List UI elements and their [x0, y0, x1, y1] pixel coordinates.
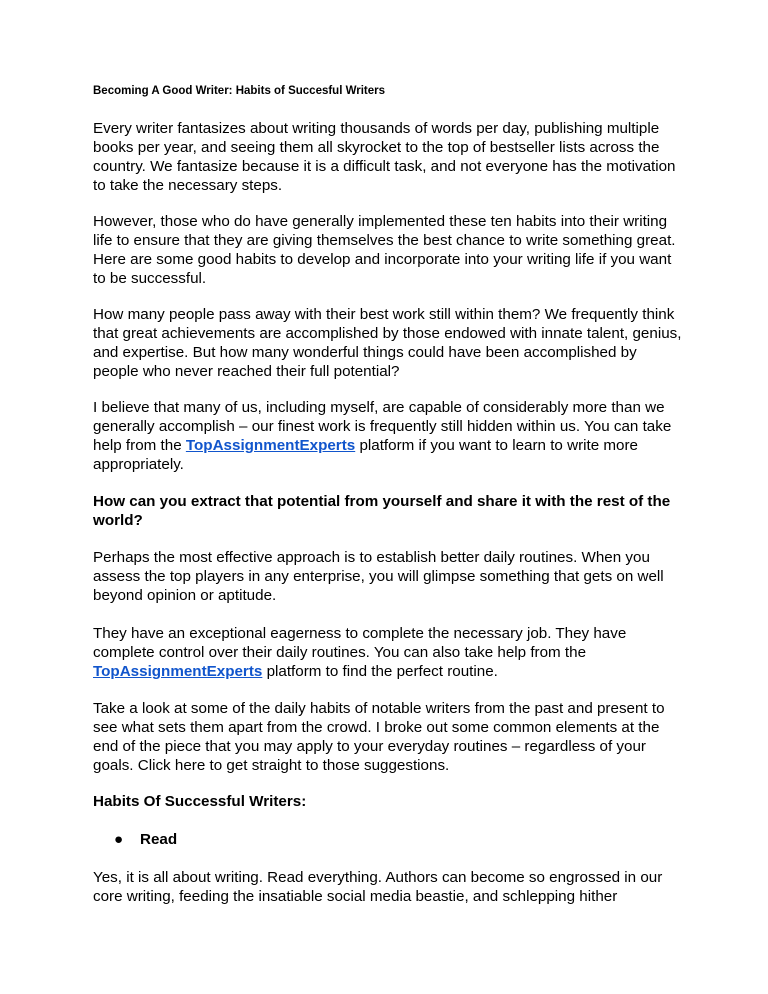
- paragraph-daily-habits: Take a look at some of the daily habits of notable writers from the past and present to see what sets them apart from the crowd. I broke out some common elements at the end of the piece that you may apply to your everyday routines – regardless of your goals. Click here to get straight to those suggestions.: [93, 700, 665, 774]
- heading-extract-potential: How can you extract that potential from yourself and share it with the rest of the world?: [93, 493, 671, 529]
- heading-habits: Habits Of Successful Writers:: [93, 793, 307, 810]
- topassignmentexperts-link[interactable]: TopAssignmentExperts: [185, 437, 356, 454]
- paragraph-habits-intro: However, those who do have generally implemented these ten habits into their writing life to ensure that they are giving themselves the best chance to write something great. Here are some good habits to develop and incorporate into your writing life if you want to be successful.: [93, 213, 676, 287]
- paragraph-capable: [93, 398, 683, 474]
- paragraph-eagerness: [93, 624, 683, 681]
- bullet-label-read: Read: [140, 831, 178, 848]
- paragraph-capable-text-start: I believe that many of us, including myself, are capable of considerably more than we generally accomplish – our finest work is frequently still hidden within us. You can take help from the: [93, 399, 672, 454]
- document-title: Becoming A Good Writer: Habits of Succesful Writers: [93, 85, 386, 97]
- bullet-item-read: [114, 830, 177, 849]
- paragraph-read: Yes, it is all about writing. Read everything. Authors can become so engrossed in our core writing, feeding the insatiable social media beastie, and schlepping hither: [93, 869, 663, 905]
- topassignmentexperts-link-2[interactable]: TopAssignmentExperts: [93, 663, 263, 680]
- paragraph-capable-text-end: platform if you want to learn to write more appropriately.: [93, 437, 638, 473]
- bullet-dot-icon: ●: [114, 831, 124, 848]
- paragraph-potential: How many people pass away with their best work still within them? We frequently think that great achievements are accomplished by those endowed with innate talent, genius, and expertise. But how many wonderful things could have been accomplished by people who never reached their full potential?: [93, 306, 682, 380]
- paragraph-routines: Perhaps the most effective approach is to establish better daily routines. When you assess the top players in any enterprise, you will glimpse something that gets on well beyond opinion or aptitude.: [93, 549, 664, 604]
- paragraph-eagerness-text-start: They have an exceptional eagerness to complete the necessary job. They have complete control over their daily routines. You can also take help from the: [93, 625, 627, 661]
- paragraph-intro: Every writer fantasizes about writing thousands of words per day, publishing multiple books per year, and seeing them all skyrocket to the top of bestseller lists across the country. We fantasize because it is a difficult task, and not everyone has the motivation to take the necessary steps.: [93, 120, 676, 194]
- paragraph-eagerness-text-end: platform to find the perfect routine.: [262, 663, 498, 680]
